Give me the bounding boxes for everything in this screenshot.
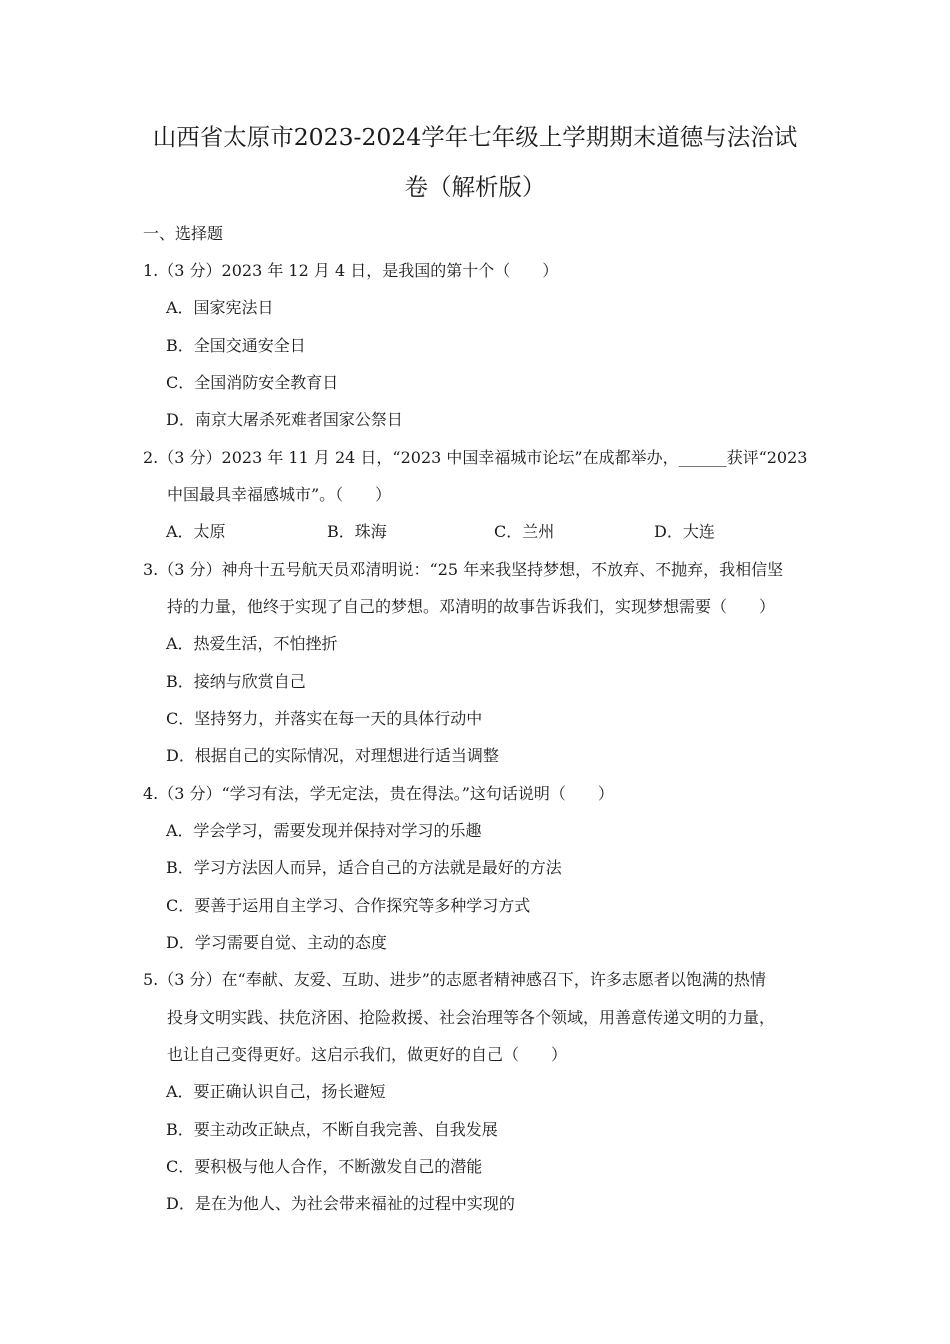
question-4-option-c: C．要善于运用自主学习、合作探究等多种学习方式: [166, 896, 531, 915]
question-4-option-b: B．学习方法因人而异，适合自己的方法就是最好的方法: [166, 858, 562, 877]
question-4-stem: 4.（3 分）“学习有法，学无定法，贵在得法。”这句话说明（ ）: [143, 784, 614, 803]
document-title-line-2: 卷（解析版）: [404, 173, 546, 201]
question-5-stem-line-2: 投身文明实践、扶危济困、抢险救援、社会治理等各个领域，用善意传递文明的力量，: [167, 1008, 776, 1027]
question-3-stem-line-2: 持的力量，他终于实现了自己的梦想。邓清明的故事告诉我们，实现梦想需要（ ）: [167, 597, 776, 616]
question-5-stem-line-1: 5.（3 分）在“奉献、友爱、互助、进步”的志愿者精神感召下，许多志愿者以饱满的热情: [143, 970, 766, 989]
question-2-stem-line-2: 中国最具幸福感城市”。（ ）: [167, 485, 392, 504]
question-3-option-c: C．坚持努力，并落实在每一天的具体行动中: [166, 709, 483, 728]
question-5-option-b: B．要主动改正缺点，不断自我完善、自我发展: [166, 1120, 498, 1139]
question-5-option-d: D．是在为他人、为社会带来福祉的过程中实现的: [166, 1194, 515, 1213]
question-3-stem-line-1: 3.（3 分）神舟十五号航天员邓清明说：“25 年来我坚持梦想，不放弃、不抛弃，我相信坚: [143, 560, 784, 579]
question-3-option-d: D．根据自己的实际情况，对理想进行适当调整: [166, 746, 499, 765]
question-3-option-a: A．热爱生活，不怕挫折: [166, 634, 338, 653]
question-3-option-b: B．接纳与欣赏自己: [166, 672, 306, 691]
document-title-line-1: 山西省太原市2023-2024学年七年级上学期期末道德与法治试: [152, 123, 798, 151]
question-2-option-b: B．珠海: [327, 522, 387, 541]
question-1-option-b: B．全国交通安全日: [166, 336, 306, 355]
question-2-option-d: D．大连: [654, 522, 715, 541]
question-5-option-c: C．要积极与他人合作，不断激发自己的潜能: [166, 1157, 483, 1176]
question-2-stem-line-1: 2.（3 分）2023 年 11 月 24 日，“2023 中国幸福城市论坛”在成都举办，______获评“2023: [143, 448, 808, 467]
question-1-stem: 1.（3 分）2023 年 12 月 4 日，是我国的第十个（ ）: [143, 261, 559, 280]
question-4-option-d: D．学习需要自觉、主动的态度: [166, 933, 387, 952]
question-1-option-c: C．全国消防安全教育日: [166, 373, 339, 392]
section-heading: 一、选择题: [143, 224, 224, 243]
question-4-option-a: A．学会学习，需要发现并保持对学习的乐趣: [166, 821, 482, 840]
question-2-option-c: C．兰州: [494, 522, 555, 541]
question-2-option-a: A．太原: [166, 522, 226, 541]
question-1-option-d: D．南京大屠杀死难者国家公祭日: [166, 410, 403, 429]
question-5-stem-line-3: 也让自己变得更好。这启示我们，做更好的自己（ ）: [167, 1045, 568, 1064]
question-1-option-a: A．国家宪法日: [166, 298, 274, 317]
question-5-option-a: A．要正确认识自己，扬长避短: [166, 1082, 386, 1101]
